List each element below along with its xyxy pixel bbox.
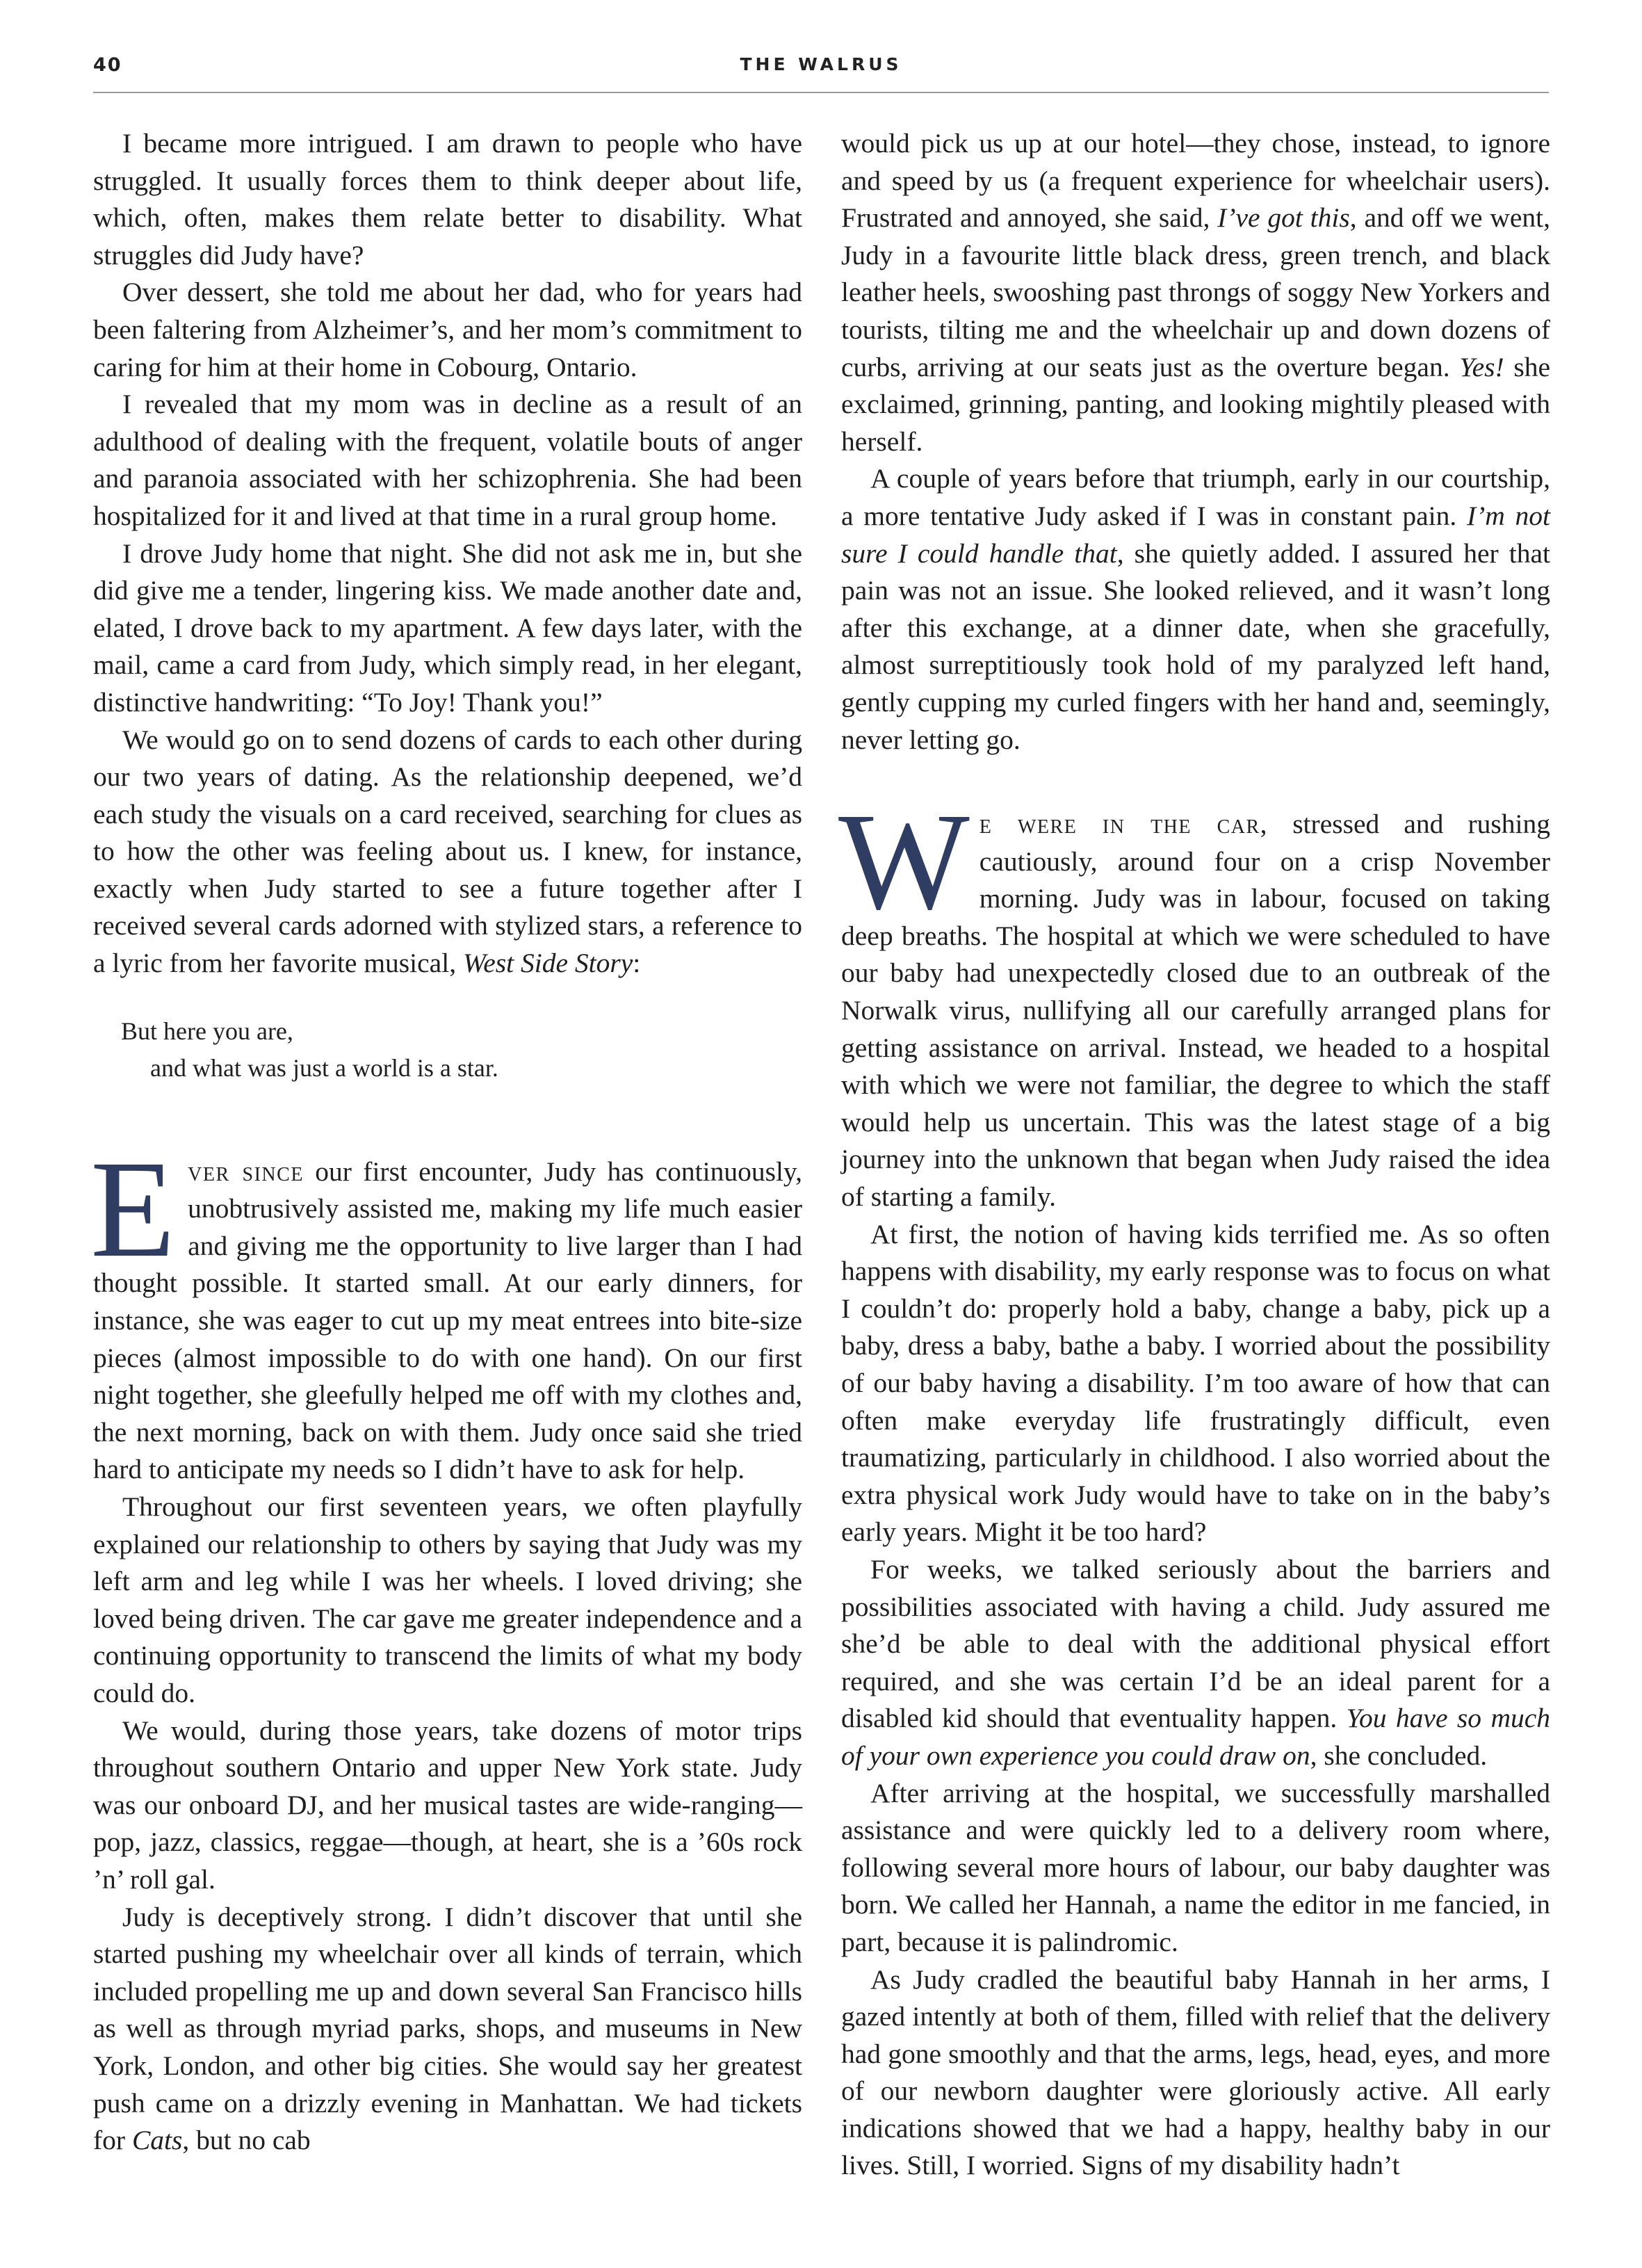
paragraph: We would, during those years, take dozens of motor trips throughout southern Ontario and upper New York state. Judy was our onboard DJ, and her musical tastes are wide-ranging—pop, jazz, classics, reggae—though, at heart, she is a ’60s rock ’n’ roll gal. — [93, 1715, 802, 1895]
section-in-the-car — [838, 785, 1551, 2185]
publication-title: THE WALRUS — [740, 54, 902, 74]
page-header — [93, 54, 1549, 93]
paragraph: For weeks, we talked seriously about the barriers and possibilities associated with having a child. Judy assured me she’d be able to deal with the additional physical effort required, and she was certain I’d be an ideal parent for a disabled kid should that eventuality happen. You have so much of your own experience you could draw on, she concluded. — [841, 1553, 1551, 1771]
section-ever-since — [90, 1132, 802, 2160]
verse-quote — [121, 1013, 802, 1087]
paragraph: I became more intrigued. I am drawn to people who have struggled. It usually forces them to think deeper about life, which, often, makes them relate better to disability. What struggles did Judy have? — [93, 128, 802, 270]
verse-line: But here you are, — [121, 1016, 293, 1045]
paragraph: Throughout our first seventeen years, we often playfully explained our relationship to others by saying that Judy was my left arm and leg while I was her wheels. I loved driving; she loved being driven. The car gave me greater independence and a continuing opportunity to transcend the limits of what my body could do. — [93, 1491, 802, 1708]
paragraph: Ever since our first encounter, Judy has continuously, unobtrusively assisted me, making my life much easier and giving me the opportunity to live larger than I had thought possible. It started small. At our early dinners, for instance, she was eager to cut up my meat entrees into bite-size pieces (almost impossible to do with one hand). On our first night together, she gleefully helped me off with my clothes and, the next morning, back on with them. Judy once said she tried hard to anticipate my needs so I didn’t have to ask for help. — [90, 1132, 802, 1485]
paragraph: Judy is deceptively strong. I didn’t discover that until she started pushing my wheelchair over all kinds of terrain, which included propelling me up and down several San Francisco hills as well as through myriad parks, shops, and museums in New York, London, and other big cities. She would say her greatest push came on a drizzly evening in Manhattan. We had tickets for Cats, but no cab — [93, 1901, 802, 2156]
paragraph: As Judy cradled the beautiful baby Hannah in her arms, I gazed intently at both of them, filled with relief that the delivery had gone smoothly and that the arms, legs, head, eyes, and more of our newborn daughter were gloriously active. All early indications showed that we had a happy, healthy baby in our lives. Still, I worried. Signs of my disability hadn’t — [841, 1963, 1550, 2181]
left-column — [90, 125, 802, 2160]
paragraph: At first, the notion of having kids terrified me. As so often happens with disability, my early response was to focus on what I couldn’t do: properly hold a baby, change a baby, pick up a baby, dress a baby, bathe a baby. I worried about the possibility of our baby having a disability. I’m too aware of how that can often make everyday life frustratingly difficult, even traumatizing, particularly in childhood. I also worried about the extra physical work Judy would have to take on in the baby’s early years. Might it be too hard? — [841, 1218, 1550, 1548]
page-number: 40 — [93, 54, 122, 76]
title-italic: Cats — [131, 2125, 183, 2156]
drop-cap: W — [838, 785, 970, 939]
drop-cap: E — [90, 1132, 176, 1286]
paragraph: We were in the car, stressed and rushing cautiously, around four on a crisp November morning. Judy was in labour, focused on taking deep breaths. The hospital at which we were scheduled to have our baby had unexpectedly closed due to an outbreak of the Norwalk virus, nullifying all our carefully arranged plans for getting assistance on arrival. Instead, we headed to a hospital with which we were not familiar, the degree to which the staff would help us uncertain. This was the latest stage of a big journey into the unknown that began when Judy raised the idea of starting a family. — [838, 785, 1551, 1213]
paragraph: After arriving at the hospital, we successfully marshalled assistance and were quickly led to a delivery room where, following several more hours of labour, our baby daughter was born. We called her Hannah, a name the editor in me fancied, in part, because it is palindromic. — [841, 1777, 1550, 1957]
paragraph: We would go on to send dozens of cards to each other during our two years of dating. As the relationship deepened, we’d each study the visuals on a card received, searching for clues as to how the other was feeling about us. I knew, for instance, exactly when Judy started to see a future together after I received several cards adorned with stylized stars, a reference to a lyric from her favorite musical, West Side Story: — [93, 724, 802, 979]
right-column — [838, 125, 1551, 2185]
paragraph: I revealed that my mom was in decline as a result of an adulthood of dealing with the frequent, volatile bouts of anger and paranoia associated with her schizophrenia. She had been hospitalized for it and lived at that time in a rural group home. — [93, 389, 802, 531]
small-caps-lead: ver since — [188, 1156, 304, 1187]
paragraph: A couple of years before that triumph, early in our courtship, a more tentative Judy asked if I was in constant pain. I’m not sure I could handle that, she quietly added. I assured her that pain was not an issue. She looked relieved, and it wasn’t long after this exchange, at a dinner date, when she gracefully, almost surreptitiously took hold of my paralyzed left hand, gently cupping my curled fingers with her hand and, seemingly, never letting go. — [841, 463, 1550, 755]
title-italic: West Side Story — [462, 948, 633, 979]
paragraph: would pick us up at our hotel—they chose, instead, to ignore and speed by us (a frequent experience for wheelchair users). Frustrated and annoyed, she said, I’ve got this, and off we went, Judy in a favourite little black dress, green trench, and black leather heels, swooshing past throngs of soggy New Yorkers and tourists, tilting me and the wheelchair up and down dozens of curbs, arriving at our seats just as the overture began. Yes! she exclaimed, grinning, panting, and looking mightily pleased with herself. — [841, 128, 1551, 457]
paragraph: Over dessert, she told me about her dad, who for years had been faltering from Alzheimer’s, and her mom’s commitment to caring for him at their home in Cobourg, Ontario. — [93, 277, 802, 382]
small-caps-lead: e were in the car, — [979, 809, 1269, 840]
paragraph: I drove Judy home that night. She did not ask me in, but she did give me a tender, lingering kiss. We made another date and, elated, I drove back to my apartment. A few days later, with the mail, came a card from Judy, which simply read, in her elegant, distinctive handwriting: “To Joy! Thank you!” — [93, 537, 802, 718]
verse-line: and what was just a world is a star. — [150, 1053, 498, 1082]
